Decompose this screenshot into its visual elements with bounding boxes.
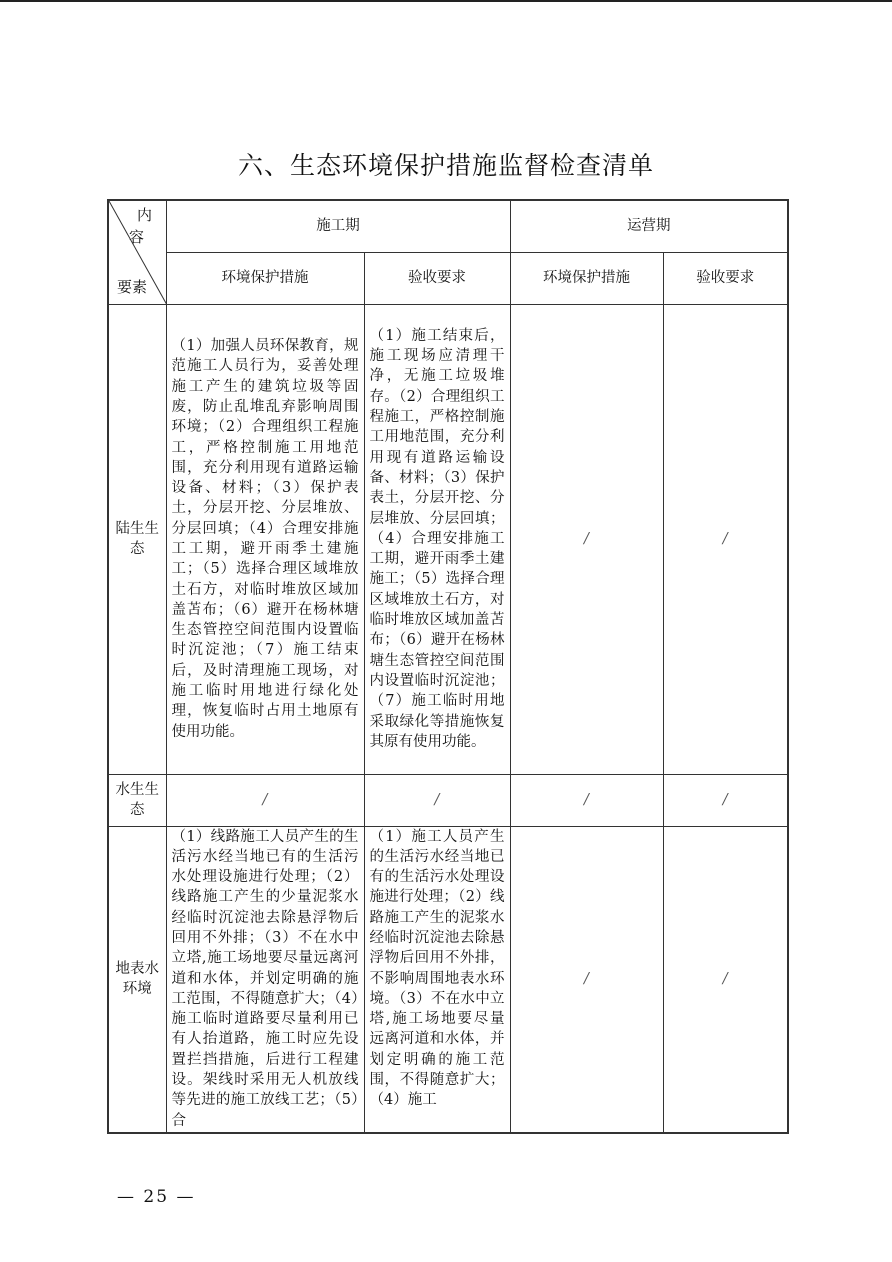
table-row (108, 826, 788, 1133)
cell-construction-measures: （1）加强人员环保教育，规范施工人员行为，妥善处理施工产生的建筑垃圾等固废，防止乱堆乱弃影响周围环境；（2）合理组织工程施工，严格控制施工用地范围，充分利用现有道路运输设备、材料；（3）保护表土，分层开挖、分层堆放、分层回填；（4）合理安排施工工期，避开雨季土建施工；（5）选择合理区域堆放土石方，对临时堆放区域加盖苫布；（6）避开在杨林塘生态管控空间范围内设置临时沉淀池；（7）施工结束后，及时清理施工现场，对施工临时用地进行绿化处理，恢复临时占用土地原有使用功能。 (166, 304, 364, 774)
page-number: — 25 — (117, 1187, 196, 1207)
header-construction-requirements: 验收要求 (364, 252, 510, 304)
corner-header-cell (108, 200, 166, 304)
row-element-surface-water: 地表水环境 (108, 826, 166, 1133)
cell-operation-requirements: / (663, 826, 788, 1133)
header-operation-requirements: 验收要求 (663, 252, 788, 304)
cell-construction-requirements: （1）施工结束后，施工现场应清理干净，无施工垃圾堆存。（2）合理组织工程施工，严格控制施工用地范围，充分利用现有道路运输设备、材料；（3）保护表土，分层开挖、分层堆放、分层回填；（4）合理安排施工工期，避开雨季土建施工；（5）选择合理区域堆放土石方，对临时堆放区域加盖苫布；（6）避开在杨林塘生态管控空间范围内设置临时沉淀池；（7）施工临时用地采取绿化等措施恢复其原有使用功能。 (364, 304, 510, 774)
cell-construction-requirements: （1）施工人员产生的生活污水经当地已有的生活污水处理设施进行处理；（2）线路施工产生的泥浆水经临时沉淀池去除悬浮物后回用不外排，不影响周围地表水环境。（3）不在水中立塔,施工场地要尽量远离河道和水体，并划定明确的施工范围，不得随意扩大；（4）施工 (364, 826, 510, 1133)
header-row-periods (108, 200, 788, 252)
header-operation-period: 运营期 (510, 200, 788, 252)
cell-operation-measures: / (510, 826, 663, 1133)
top-border-rule (0, 0, 892, 2)
cell-construction-measures: / (166, 774, 364, 826)
row-element-terrestrial-ecology: 陆生生态 (108, 304, 166, 774)
row-element-aquatic-ecology: 水生生态 (108, 774, 166, 826)
cell-operation-measures: / (510, 774, 663, 826)
header-operation-measures: 环境保护措施 (510, 252, 663, 304)
cell-operation-measures: / (510, 304, 663, 774)
cell-construction-requirements: / (364, 774, 510, 826)
cell-operation-requirements: / (663, 774, 788, 826)
cell-operation-requirements: / (663, 304, 788, 774)
corner-label-content-1: 内 (137, 206, 153, 224)
table-row (108, 304, 788, 774)
page-title: 六、生态环境保护措施监督检查清单 (237, 151, 654, 180)
cell-construction-measures: （1）线路施工人员产生的生活污水经当地已有的生活污水处理设施进行处理；（2）线路施工产生的少量泥浆水经临时沉淀池去除悬浮物后回用不外排；（3）不在水中立塔,施工场地要尽量远离河道和水体，并划定明确的施工范围，不得随意扩大；（4）施工临时道路要尽量利用已有人抬道路，施工时应先设置拦挡措施，后进行工程建设。架线时采用无人机放线等先进的施工放线工艺；（5）合 (166, 826, 364, 1133)
header-row-columns (108, 252, 788, 304)
header-construction-measures: 环境保护措施 (166, 252, 364, 304)
corner-label-content-2: 容 (129, 228, 145, 246)
table-row (108, 774, 788, 826)
header-construction-period: 施工期 (166, 200, 510, 252)
corner-label-element: 要素 (117, 278, 148, 296)
inspection-checklist-table (107, 199, 789, 1134)
